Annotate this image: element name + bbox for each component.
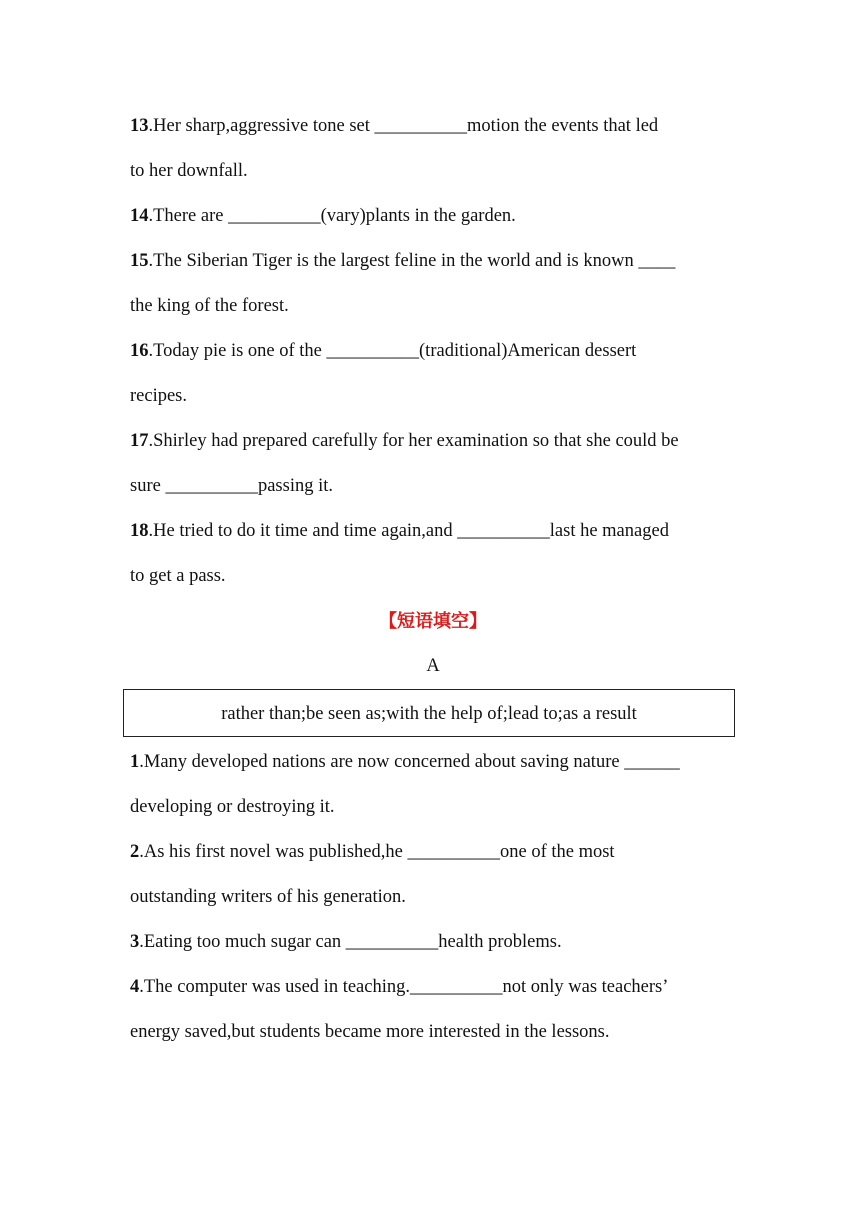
question-16-line-1 <box>130 329 736 374</box>
question-18-line-1 <box>130 509 736 554</box>
question-number: 14 <box>130 206 149 226</box>
question-text: developing or destroying it. <box>130 797 335 817</box>
question-text: outstanding writers of his generation. <box>130 887 406 907</box>
phrase-question-3-line-1 <box>130 920 736 965</box>
question-text: to her downfall. <box>130 161 248 181</box>
question-13-line-1 <box>130 104 736 149</box>
answer-blank[interactable]: __________ <box>165 476 258 496</box>
question-text: recipes. <box>130 386 188 406</box>
question-text: motion the events that led <box>467 116 659 136</box>
question-text: last he managed <box>549 521 669 541</box>
phrase-question-1-line-1 <box>130 740 736 785</box>
question-15-line-2 <box>130 284 736 329</box>
question-text: .The computer was used in teaching. <box>139 977 410 997</box>
answer-blank[interactable]: __________ <box>345 932 439 952</box>
answer-blank[interactable]: __________ <box>409 977 503 997</box>
worksheet-page <box>130 104 736 1055</box>
section-title: 【短语填空】 <box>379 611 487 632</box>
question-text: (traditional)American dessert <box>419 341 637 361</box>
question-text: .There are <box>148 206 229 226</box>
question-number: 1 <box>130 752 140 772</box>
question-text: sure <box>130 476 166 496</box>
question-text: health problems. <box>438 932 562 952</box>
answer-blank[interactable]: __________ <box>326 341 420 361</box>
question-text: one of the most <box>499 842 615 862</box>
question-number: 17 <box>130 431 149 451</box>
section-subtitle: A <box>426 656 440 676</box>
question-number: 4 <box>130 977 140 997</box>
question-17-line-2 <box>130 464 736 509</box>
question-text: .He tried to do it time and time again,and <box>148 521 458 541</box>
answer-blank[interactable]: __________ <box>457 521 550 541</box>
question-number: 2 <box>130 842 140 862</box>
question-text: energy saved,but students became more interested in the lessons. <box>130 1022 610 1042</box>
question-number: 16 <box>130 341 149 361</box>
question-16-line-2 <box>130 374 736 419</box>
question-text: .Many developed nations are now concerned about saving nature <box>139 752 625 772</box>
phrase-question-4-line-2 <box>130 1010 736 1055</box>
question-text: .As his first novel was published,he <box>139 842 408 862</box>
question-17-line-1 <box>130 419 736 464</box>
question-text: .The Siberian Tiger is the largest feline in the world and is known <box>148 251 639 271</box>
answer-blank[interactable]: __________ <box>407 842 500 862</box>
answer-blank[interactable]: ______ <box>624 752 680 772</box>
word-bank-box: rather than;be seen as;with the help of;lead to;as a result <box>123 689 735 737</box>
question-14-line-1 <box>130 194 736 239</box>
question-text: (vary)plants in the garden. <box>320 206 516 226</box>
question-number: 13 <box>130 116 149 136</box>
question-text: to get a pass. <box>130 566 226 586</box>
answer-blank[interactable]: ____ <box>638 251 676 271</box>
question-text: .Eating too much sugar can <box>139 932 346 952</box>
question-text: .Her sharp,aggressive tone set <box>148 116 375 136</box>
question-text: .Shirley had prepared carefully for her examination so that she could be <box>148 431 679 451</box>
phrase-question-4-line-1 <box>130 965 736 1010</box>
phrase-question-1-line-2 <box>130 785 736 830</box>
question-text: not only was teachers’ <box>502 977 669 997</box>
question-number: 3 <box>130 932 140 952</box>
question-15-line-1 <box>130 239 736 284</box>
question-text: .Today pie is one of the <box>148 341 327 361</box>
answer-blank[interactable]: __________ <box>228 206 321 226</box>
question-text: the king of the forest. <box>130 296 289 316</box>
question-number: 15 <box>130 251 149 271</box>
question-13-line-2 <box>130 149 736 194</box>
answer-blank[interactable]: __________ <box>374 116 468 136</box>
question-number: 18 <box>130 521 149 541</box>
phrase-question-2-line-2 <box>130 875 736 920</box>
phrase-question-2-line-1 <box>130 830 736 875</box>
question-text: passing it. <box>257 476 333 496</box>
question-18-line-2 <box>130 554 736 599</box>
